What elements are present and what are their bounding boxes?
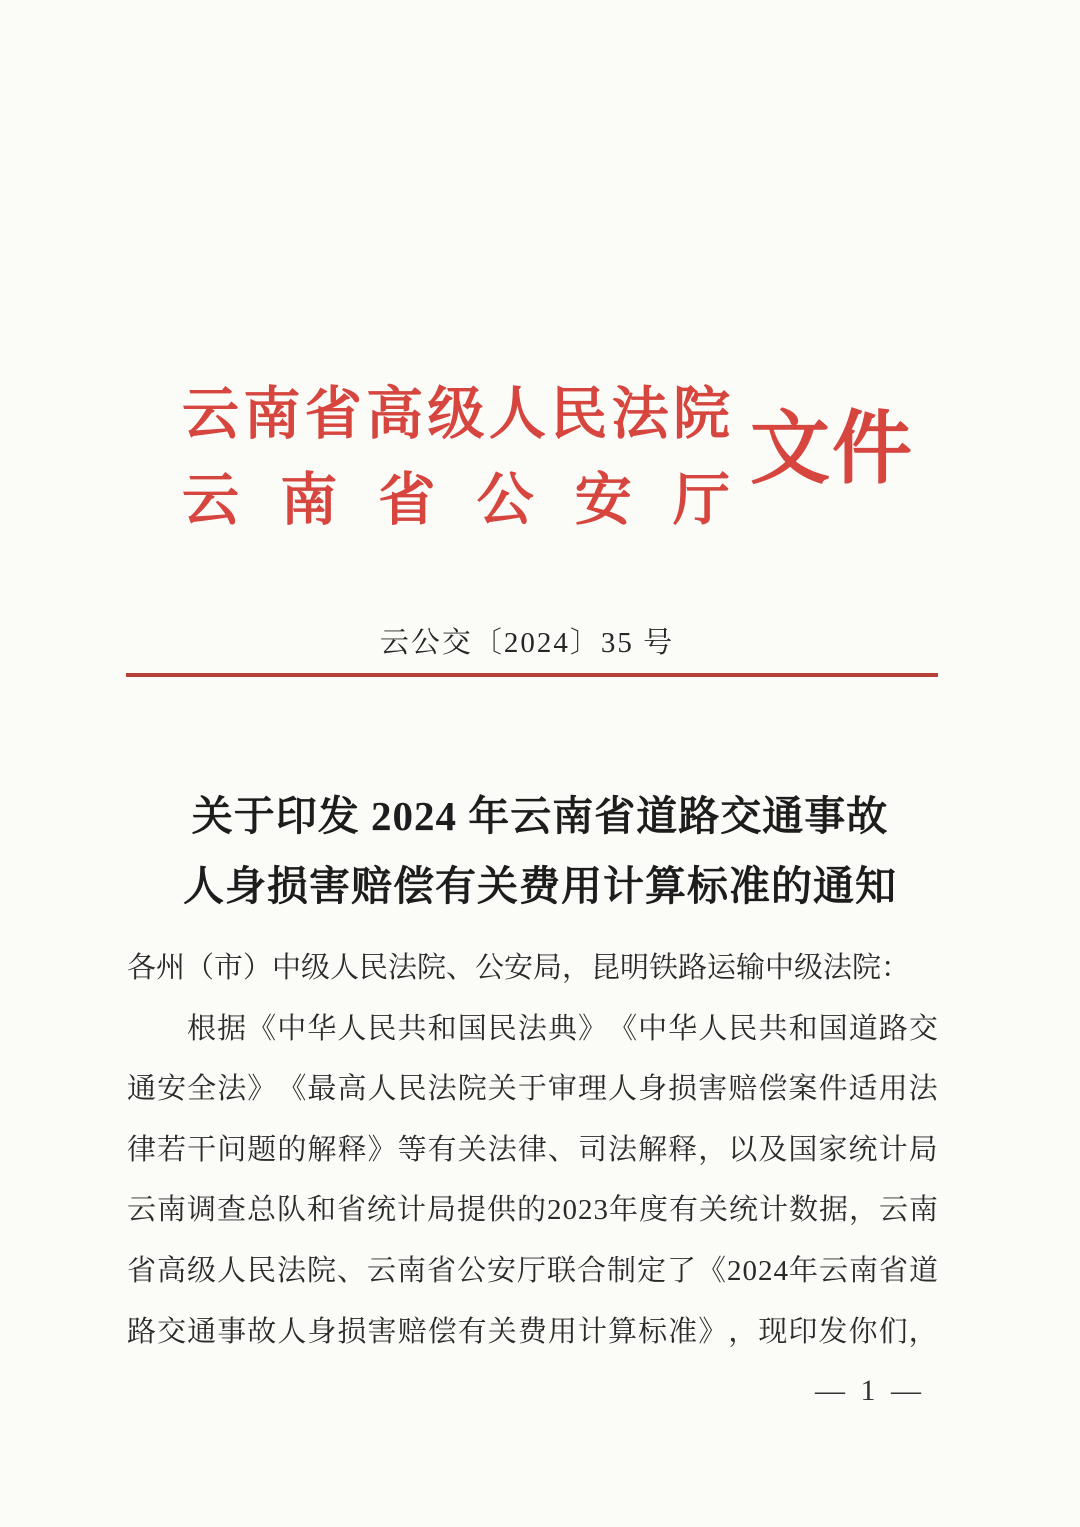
page-number: — 1 — bbox=[815, 1374, 925, 1407]
body-line: 路 交 通 事 故 人 身 损 害 赔 偿 有 关 费 用 计 算 标 准 》 ， 现 印 发 你 们 ， bbox=[127, 1315, 938, 1348]
red-separator-rule bbox=[126, 673, 938, 677]
salutation-line: 各州（市）中级人民法院、公安局，昆明铁路运输中级法院： bbox=[127, 952, 911, 984]
document-type-label: 文件 bbox=[750, 406, 914, 494]
body-line: 律 若 干 问 题 的 解 释 》 等 有 关 法 律 、 司 法 解 释 ， 以 及 国 家 统 计 局 bbox=[127, 1133, 938, 1166]
body-line: 通 安 全 法 》 《 最 高 人 民 法 院 关 于 审 理 人 身 损 害 赔 偿 案 件 适 用 法 bbox=[127, 1073, 938, 1106]
document-title-line2: 人身损害赔偿有关费用计算标准的通知 bbox=[183, 863, 897, 909]
document-body bbox=[127, 938, 938, 1362]
body-line: 根 据 《 中 华 人 民 共 和 国 民 法 典 》 《 中 华 人 民 共 和 国 道 路 交 bbox=[187, 1012, 938, 1045]
issuing-org-line2: 云 南 省 公 安 厅 bbox=[182, 469, 730, 532]
document-title bbox=[0, 781, 1080, 921]
document-reference-number: 云公交〔2024〕35 号 bbox=[379, 627, 675, 659]
document-title-line1: 关于印发 2024 年云南省道路交通事故 bbox=[191, 793, 889, 839]
body-line: 省 高 级 人 民 法 院 、 云 南 省 公 安 厅 联 合 制 定 了 《 2 0 2 4 年 云 南 省 道 bbox=[127, 1254, 938, 1287]
issuing-org-line1: 云 南 省 高 级 人 民 法 院 bbox=[182, 383, 730, 446]
letterhead bbox=[182, 366, 730, 538]
body-line: 云 南 调 查 总 队 和 省 统 计 局 提 供 的 2 0 2 3 年 度 有 关 统 计 数 据 ， 云 南 bbox=[127, 1194, 938, 1227]
